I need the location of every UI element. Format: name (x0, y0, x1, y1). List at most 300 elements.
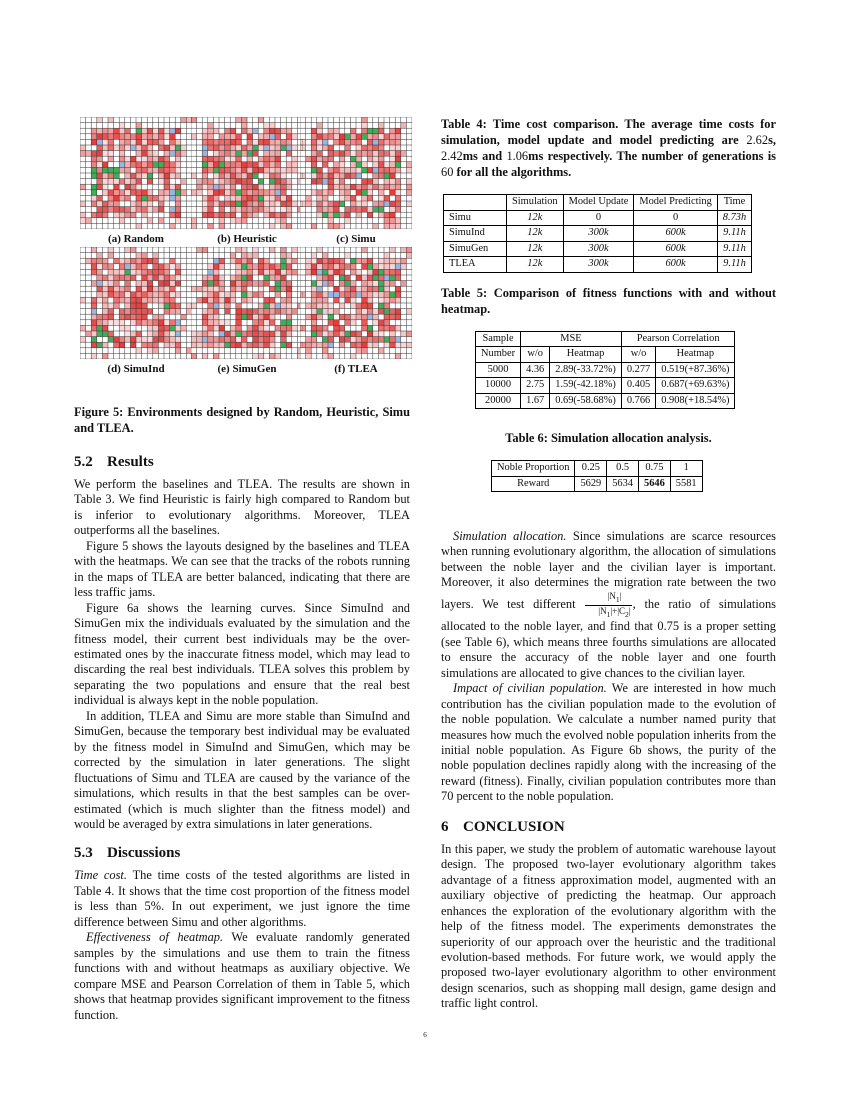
heatmap-cell (153, 201, 159, 207)
heatmap-cell (119, 190, 125, 196)
heatmap-cell (281, 123, 287, 129)
heatmap-cell (247, 117, 253, 123)
heatmap-cell (356, 264, 362, 270)
heatmap-cell (80, 320, 86, 326)
heatmap-cell (170, 281, 176, 287)
heatmap-cell (247, 314, 253, 320)
heatmap-cell (339, 314, 345, 320)
heatmap-cell (275, 258, 281, 264)
heatmap-cell (339, 156, 345, 162)
heatmap-cell (191, 173, 197, 179)
paragraph-text: The time costs of the tested algorithms are listed in Table 4. It shows that the time cost proportion of the fitness model is less than 5%. In out experiment, we just ignore the time difference between Simu and other algorithms. (74, 868, 410, 929)
heatmap-cell (286, 337, 292, 343)
heatmap-cell (181, 275, 187, 281)
heatmap-cell (97, 269, 103, 275)
heatmap-cell (253, 292, 259, 298)
heatmap-cell (80, 223, 86, 229)
heatmap-cell (247, 353, 253, 359)
heatmap-cell (401, 151, 407, 157)
heatmap-cell (108, 325, 114, 331)
heatmap-cell (181, 320, 187, 326)
heatmap-cell (236, 275, 242, 281)
heatmap-cell (197, 247, 203, 253)
heatmap-cell (264, 156, 270, 162)
heatmap-cell (328, 292, 334, 298)
heatmap-cell (164, 207, 170, 213)
heatmap-cell (153, 223, 159, 229)
table-cell: 12k (507, 257, 564, 273)
heatmap-cell (219, 139, 225, 145)
heatmap-cell (147, 218, 153, 224)
caption-value: 2.62 (746, 133, 769, 147)
heatmap-cell (80, 184, 86, 190)
heatmap-cell (306, 123, 312, 129)
heatmap-cell (311, 353, 317, 359)
table-cell: Noble Proportion (492, 461, 575, 477)
heatmap-cell (197, 201, 203, 207)
heatmap-cell (356, 342, 362, 348)
heatmap-cell (345, 303, 351, 309)
heatmap-cell (130, 325, 136, 331)
heatmap-cell (275, 253, 281, 259)
heatmap-cell (406, 184, 412, 190)
heatmap-cell (373, 264, 379, 270)
heatmap-cell (395, 353, 401, 359)
table-cell: 9.11h (717, 257, 751, 273)
heatmap-cell (269, 331, 275, 337)
heatmap-cell (158, 201, 164, 207)
heatmap-cell (213, 184, 219, 190)
heatmap-cell (102, 292, 108, 298)
heatmap-cell (362, 151, 368, 157)
heatmap-cell (373, 253, 379, 259)
table-row (444, 210, 752, 226)
heatmap-cell (153, 275, 159, 281)
heatmap-cell (181, 201, 187, 207)
heatmap-cell (378, 179, 384, 185)
heatmap-cell (219, 269, 225, 275)
heatmap-cell (170, 264, 176, 270)
heatmap-cell (406, 342, 412, 348)
heatmap-cell (311, 320, 317, 326)
heatmap-cell (367, 184, 373, 190)
heatmap-cell (175, 218, 181, 224)
heatmap-cell (158, 145, 164, 151)
heatmap-cell (339, 167, 345, 173)
heatmap-cell (191, 348, 197, 354)
heatmap-cell (253, 275, 259, 281)
heatmap-cell (334, 179, 340, 185)
heatmap-cell (406, 195, 412, 201)
heatmap-cell (390, 145, 396, 151)
heatmap-cell (253, 207, 259, 213)
heatmap-cell (300, 167, 306, 173)
heatmap-cell (158, 184, 164, 190)
heatmap-cell (197, 134, 203, 140)
heatmap-cell (158, 151, 164, 157)
table-row (476, 378, 735, 394)
heatmap-cell (236, 195, 242, 201)
heatmap-cell (158, 325, 164, 331)
heatmap-cell (264, 223, 270, 229)
heatmap-cell (317, 167, 323, 173)
heatmap-cell (219, 117, 225, 123)
heatmap-cell (153, 212, 159, 218)
heatmap-cell (130, 123, 136, 129)
heatmap-cell (390, 292, 396, 298)
heatmap-cell (253, 253, 259, 259)
heatmap-cell (225, 309, 231, 315)
heatmap-cell (191, 128, 197, 134)
heatmap-cell (236, 212, 242, 218)
heatmap-cell (213, 179, 219, 185)
heatmap-cell (378, 162, 384, 168)
heatmap-cell (322, 342, 328, 348)
heatmap-cell (328, 173, 334, 179)
heatmap-cell (213, 201, 219, 207)
heatmap-cell (170, 342, 176, 348)
heatmap-cell (317, 128, 323, 134)
heatmap-cell (97, 320, 103, 326)
heatmap-cell (292, 223, 298, 229)
heatmap-cell (175, 342, 181, 348)
heatmap-cell (164, 151, 170, 157)
heatmap-cell (258, 184, 264, 190)
heatmap-cell (153, 134, 159, 140)
heatmap-cell (269, 207, 275, 213)
heatmap-cell (328, 342, 334, 348)
heatmap-cell (281, 281, 287, 287)
heatmap-cell (119, 184, 125, 190)
heatmap-cell (153, 156, 159, 162)
heatmap-cell (136, 264, 142, 270)
heatmap-cell (334, 145, 340, 151)
heatmap-cell (147, 223, 153, 229)
heatmap-cell (378, 253, 384, 259)
heatmap-cell (286, 342, 292, 348)
heatmap-cell (390, 173, 396, 179)
heatmap-cell (292, 269, 298, 275)
heatmap-cell (191, 320, 197, 326)
heatmap-cell (264, 348, 270, 354)
heatmap-cell (328, 218, 334, 224)
heatmap-cell (158, 179, 164, 185)
heatmap-cell (102, 167, 108, 173)
heatmap-cell (317, 337, 323, 343)
caption-value: 1.06 (506, 149, 529, 163)
heatmap-cell (328, 303, 334, 309)
heatmap-cell (142, 218, 148, 224)
heatmap-cell (119, 179, 125, 185)
heatmap-cell (334, 184, 340, 190)
heatmap-cell (102, 264, 108, 270)
table-row (444, 226, 752, 242)
heatmap-cell (334, 353, 340, 359)
heatmap-cell (292, 309, 298, 315)
heatmap-cell (181, 207, 187, 213)
heatmap-cell (175, 184, 181, 190)
heatmap-cell (367, 145, 373, 151)
heatmap-cell (164, 123, 170, 129)
section-title: Results (107, 454, 154, 470)
heatmap-cell (91, 331, 97, 337)
heatmap-cell (230, 201, 236, 207)
heatmap-cell (345, 309, 351, 315)
heatmap-cell (306, 207, 312, 213)
heatmap-cell (108, 123, 114, 129)
heatmap-cell (202, 195, 208, 201)
heatmap-cell (395, 320, 401, 326)
heatmap-cell (373, 325, 379, 331)
heatmap-cell (345, 314, 351, 320)
heatmap-cell (390, 123, 396, 129)
heatmap-cell (362, 258, 368, 264)
heatmap-cell (191, 201, 197, 207)
heatmap-cell (225, 162, 231, 168)
heatmap-cell (219, 303, 225, 309)
heatmap-cell (286, 331, 292, 337)
heatmap-cell (286, 281, 292, 287)
heatmap-cell (390, 151, 396, 157)
heatmap-cell (334, 275, 340, 281)
heatmap-cell (130, 275, 136, 281)
heatmap-cell (153, 281, 159, 287)
heatmap-cell (236, 173, 242, 179)
heatmap-cell (130, 218, 136, 224)
heatmap-cell (350, 128, 356, 134)
heatmap-cell (158, 342, 164, 348)
heatmap-cell (225, 179, 231, 185)
heatmap-cell (247, 264, 253, 270)
heatmap-cell (147, 184, 153, 190)
heatmap-cell (317, 303, 323, 309)
heatmap-cell (275, 173, 281, 179)
heatmap-cell (306, 258, 312, 264)
heatmap-cell (91, 156, 97, 162)
heatmap-cell (191, 258, 197, 264)
fraction-denominator (585, 606, 631, 620)
heatmap-cell (384, 269, 390, 275)
heatmap-cell (114, 247, 120, 253)
heatmap-cell (125, 167, 131, 173)
heatmap-cell (97, 348, 103, 354)
heatmap-cell (213, 167, 219, 173)
heatmap-cell (334, 156, 340, 162)
heatmap-cell (328, 314, 334, 320)
heatmap-cell (322, 253, 328, 259)
heatmap-cell (170, 275, 176, 281)
heatmap-cell (317, 184, 323, 190)
heatmap-cell (395, 337, 401, 343)
heatmap-cell (356, 162, 362, 168)
heatmap-cell (367, 223, 373, 229)
paragraph: We perform the baselines and TLEA. The results are shown in Table 3. We find Heuristic is fairly high compared to Random but is inferior to evolutionary algorithms. Moreover, TLEA outperforms all the baselines. (74, 477, 410, 538)
heatmap-cell (225, 320, 231, 326)
heatmap-cell (97, 281, 103, 287)
heatmap-cell (322, 179, 328, 185)
heatmap-cell (191, 145, 197, 151)
heatmap-cell (119, 218, 125, 224)
heatmap-cell (142, 128, 148, 134)
heatmap-cell (158, 297, 164, 303)
heatmap-cell (197, 195, 203, 201)
heatmap-cell (356, 247, 362, 253)
heatmap-cell (258, 253, 264, 259)
heatmap-cell (136, 292, 142, 298)
heatmap-cell (236, 201, 242, 207)
table-cell: SimuGen (444, 241, 507, 257)
heatmap-cell (102, 247, 108, 253)
heatmap-cell (230, 167, 236, 173)
heatmap-cell (328, 337, 334, 343)
heatmap-cell (153, 314, 159, 320)
heatmap-cell (306, 128, 312, 134)
heatmap-cell (164, 201, 170, 207)
heatmap-cell (236, 117, 242, 123)
heatmap-cell (114, 156, 120, 162)
heatmap-cell (378, 353, 384, 359)
heatmap-cell (390, 247, 396, 253)
heatmap-cell (202, 123, 208, 129)
heatmap-cell (158, 292, 164, 298)
heatmap-cell (362, 218, 368, 224)
heatmap-cell (119, 269, 125, 275)
heatmap-cell (181, 151, 187, 157)
heatmap-cell (170, 314, 176, 320)
heatmap-cell (247, 331, 253, 337)
heatmap-cell (395, 167, 401, 173)
heatmap-cell (225, 247, 231, 253)
heatmap-cell (317, 207, 323, 213)
heatmap-cell (345, 297, 351, 303)
heatmap-cell (328, 247, 334, 253)
heatmap-cell (334, 201, 340, 207)
heatmap-cell (300, 275, 306, 281)
heatmap-cell (322, 145, 328, 151)
heatmap-cell (373, 162, 379, 168)
heatmap-cell (164, 314, 170, 320)
heatmap-cell (401, 179, 407, 185)
heatmap-cell (378, 309, 384, 315)
heatmap-cell (345, 325, 351, 331)
caption-text: for all the algorithms. (453, 165, 572, 179)
heatmap-cell (390, 218, 396, 224)
heatmap-cell (339, 223, 345, 229)
heatmap-cell (142, 353, 148, 359)
heatmap-cell (225, 253, 231, 259)
heatmap-cell (334, 218, 340, 224)
heatmap-cell (384, 134, 390, 140)
heatmap-cell (175, 201, 181, 207)
heatmap-cell (258, 353, 264, 359)
heatmap-cell (269, 151, 275, 157)
heatmap-cell (395, 297, 401, 303)
heatmap-cell (164, 117, 170, 123)
table-row (492, 461, 703, 477)
heatmap-cell (125, 353, 131, 359)
heatmap-cell (191, 286, 197, 292)
heatmap-cell (136, 207, 142, 213)
heatmap-cell (275, 286, 281, 292)
heatmap-cell (102, 297, 108, 303)
heatmap-cell (395, 269, 401, 275)
heatmap-cell (264, 342, 270, 348)
heatmap-cell (356, 286, 362, 292)
heatmap-cell (367, 258, 373, 264)
heatmap-cell (147, 331, 153, 337)
heatmap-cell (264, 297, 270, 303)
heatmap-cell (292, 139, 298, 145)
table-cell: 300k (563, 226, 634, 242)
heatmap-cell (136, 325, 142, 331)
table-cell: 0.405 (621, 378, 655, 394)
heatmap-cell (269, 258, 275, 264)
heatmap-cell (230, 117, 236, 123)
heatmap-cell (91, 212, 97, 218)
heatmap-cell (322, 156, 328, 162)
heatmap-cell (219, 223, 225, 229)
table-cell: Simulation (507, 195, 564, 211)
heatmap-cell (158, 269, 164, 275)
heatmap-cell (125, 156, 131, 162)
heatmap-cell (269, 190, 275, 196)
heatmap-cell (197, 320, 203, 326)
heatmap-cell (147, 173, 153, 179)
heatmap-cell (395, 286, 401, 292)
heatmap-cell (153, 207, 159, 213)
heatmap-cell (114, 314, 120, 320)
heatmap-cell (339, 212, 345, 218)
heatmap-cell (322, 309, 328, 315)
heatmap-cell (367, 297, 373, 303)
heatmap-cell (197, 342, 203, 348)
heatmap-cell (286, 297, 292, 303)
heatmap-cell (362, 247, 368, 253)
heatmap-cell (345, 195, 351, 201)
heatmap-cell (108, 320, 114, 326)
heatmap-cell (142, 134, 148, 140)
heatmap-cell (225, 195, 231, 201)
heatmap-cell (130, 201, 136, 207)
heatmap-cell (181, 145, 187, 151)
heatmap-cell (264, 123, 270, 129)
heatmap-cell (219, 275, 225, 281)
heatmap-cell (300, 184, 306, 190)
table-cell: 600k (634, 241, 717, 257)
heatmap-cell (80, 173, 86, 179)
heatmap-cell (125, 247, 131, 253)
heatmap-cell (345, 253, 351, 259)
heatmap-cell (311, 325, 317, 331)
heatmap-cell (86, 151, 92, 157)
heatmap-cell (367, 348, 373, 354)
frac-sub: 2 (625, 609, 629, 619)
heatmap-cell (253, 134, 259, 140)
heatmap-cell (384, 195, 390, 201)
heatmap-cell (130, 139, 136, 145)
heatmap-cell (142, 162, 148, 168)
heatmap-cell (130, 264, 136, 270)
frac-part: |+|C (610, 605, 626, 616)
heatmap-cell (130, 145, 136, 151)
heatmap-cell (334, 348, 340, 354)
heatmap-cell (286, 173, 292, 179)
heatmap-cell (269, 275, 275, 281)
heatmap-cell (91, 162, 97, 168)
heatmap-cell (202, 201, 208, 207)
heatmap-cell (275, 179, 281, 185)
table-cell: 5000 (476, 362, 521, 378)
